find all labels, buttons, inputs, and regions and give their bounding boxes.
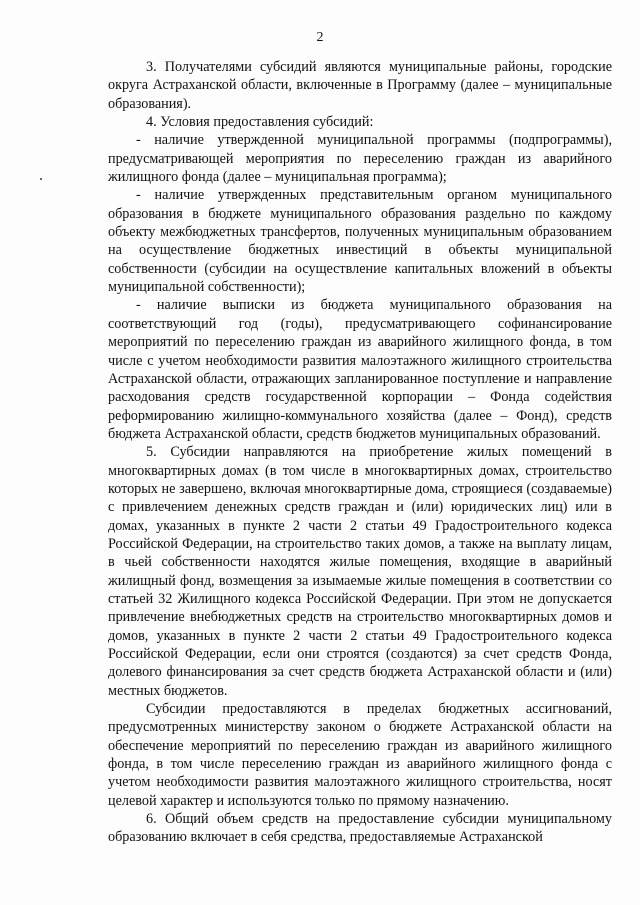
margin-mark	[40, 178, 42, 180]
paragraph-conditions-heading: 4. Условия предоставления субсидий:	[146, 114, 374, 131]
document-body	[108, 58, 612, 847]
paragraph-condition-extract: - наличие выписки из бюджета муниципального образования на соответствующий год (годы), предусматривающего софинансирование мероприятий по переселению граждан из аварийного жилищного фонда, в том числе с учетом необходимости развития малоэтажного жилищного строительства Астраханской области, отражающих запланированное поступление и направление расходования средств государственной корпорации – Фонда содействия реформированию жилищно-коммунального хозяйства (далее – Фонд), средств бюджета Астраханской области, средств бюджетов муниципальных образований.	[108, 297, 612, 442]
paragraph-total-volume: 6. Общий объем средств на предоставление субсидии муниципальному образованию включает в себя средства, предоставляемые Астраханской	[108, 811, 612, 846]
paragraph-condition-budget: - наличие утвержденных представительным органом муниципального образования в бюджете муниципального образования раздельно по каждому объекту межбюджетных трансфертов, полученных муниципальным образованием на осуществление бюджетных инвестиций в объекты муниципальной собственности (субсидии на осуществление капитальных вложений в объекты муниципальной собственности);	[108, 187, 612, 296]
paragraph-recipients: 3. Получателями субсидий являются муниципальные районы, городские округа Астраханской области, включенные в Программу (далее – муниципальные образования).	[108, 59, 612, 112]
paragraph-subsidy-limits: Субсидии предоставляются в пределах бюджетных ассигнований, предусмотренных министерству законом о бюджете Астраханской области на обеспечение мероприятий по переселению граждан из аварийного жилищного фонда, в том числе переселению граждан из аварийного жилищного фонда с учетом необходимости развития малоэтажного жилищного строительства, носят целевой характер и используются только по прямому назначению.	[108, 701, 612, 809]
page-number: 2	[316, 30, 324, 45]
paragraph-subsidy-purpose: 5. Субсидии направляются на приобретение жилых помещений в многоквартирных домах (в том числе в многоквартирных домах, строительство которых не завершено, включая многоквартирные дома, строящиеся (создаваемые) с привлечением денежных средств граждан и (или) юридических лиц) или в домах, указанных в пункте 2 части 2 статьи 49 Градостроительного кодекса Российской Федерации, на строительство таких домов, а также на выплату лицам, в чьей собственности находятся жилые помещения, входящие в аварийный жилищный фонд, возмещения за изымаемые жилые помещения в соответствии со статьей 32 Жилищного кодекса Российской Федерации. При этом не допускается привлечение внебюджетных средств на строительство многоквартирных домов и домов, указанных в пункте 2 части 2 статьи 49 Градостроительного кодекса Российской Федерации, если они строятся (создаются) за счет средств Фонда, долевого финансирования за счет средств бюджета Астраханской области и (или) местных бюджетов.	[108, 444, 612, 699]
paragraph-condition-program: - наличие утвержденной муниципальной программы (подпрограммы), предусматривающей мероприятия по переселению граждан из аварийного жилищного фонда (далее – муниципальная программа);	[108, 132, 612, 186]
